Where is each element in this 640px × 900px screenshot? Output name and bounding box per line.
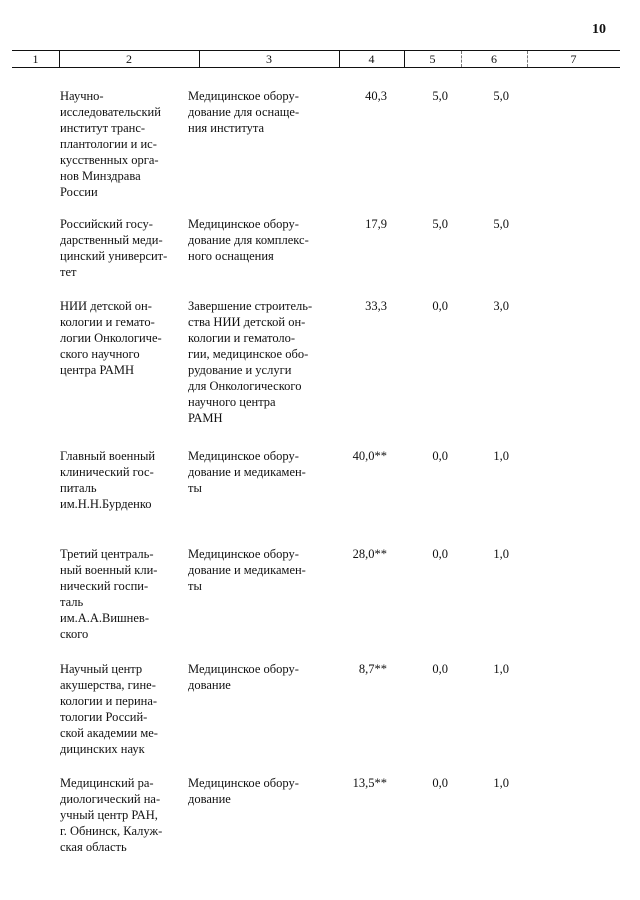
header-col-4: 4 (339, 51, 405, 67)
description (188, 216, 338, 264)
value-col-5: 0,0 (432, 662, 448, 676)
org-line: нический госпи- (60, 579, 149, 593)
org-line: тет (60, 265, 77, 279)
desc-line: ты (188, 579, 202, 593)
value-col-4: 33,3 (365, 299, 387, 313)
organization-name (60, 546, 178, 642)
table-header (12, 50, 620, 68)
value-col-6: 1,0 (493, 662, 509, 676)
org-line: дарственный меди- (60, 233, 163, 247)
org-line: им.А.А.Вишнев- (60, 611, 149, 625)
org-line: кологии и перина- (60, 694, 158, 708)
desc-line: Медицинское обору- (188, 662, 299, 676)
value-col-5: 0,0 (432, 776, 448, 790)
value-col-5: 0,0 (432, 449, 448, 463)
organization-name (60, 298, 178, 378)
desc-line: Медицинское обору- (188, 547, 299, 561)
org-line: ская область (60, 840, 127, 854)
org-line: ского (60, 627, 89, 641)
header-col-6: 6 (461, 51, 528, 67)
desc-line: рудование и услуги (188, 363, 292, 377)
org-line: ный военный кли- (60, 563, 158, 577)
desc-line: гии, медицинское обо- (188, 347, 309, 361)
value-col-5: 5,0 (432, 217, 448, 231)
org-line: г. Обнинск, Калуж- (60, 824, 163, 838)
org-line: центра РАМН (60, 363, 134, 377)
desc-line: дование и медикамен- (188, 563, 306, 577)
org-line: ского научного (60, 347, 140, 361)
desc-line: дование (188, 678, 231, 692)
org-line: исследовательский (60, 105, 161, 119)
org-line: тологии Россий- (60, 710, 148, 724)
header-col-2: 2 (59, 51, 200, 67)
desc-line: для Онкологического (188, 379, 302, 393)
value-col-6: 5,0 (493, 217, 509, 231)
value-col-4: 40,3 (365, 89, 387, 103)
org-line: диологический на- (60, 792, 161, 806)
desc-line: кологии и гематоло- (188, 331, 296, 345)
desc-line: Медицинское обору- (188, 776, 299, 790)
description (188, 775, 338, 807)
org-line: Научный центр (60, 662, 143, 676)
value-col-4: 17,9 (365, 217, 387, 231)
desc-line: дование для оснаще- (188, 105, 300, 119)
org-line: Главный военный (60, 449, 156, 463)
org-line: Медицинский ра- (60, 776, 154, 790)
value-col-4: 13,5** (352, 776, 387, 790)
header-col-1: 1 (12, 51, 60, 67)
organization-name (60, 661, 178, 757)
organization-name (60, 88, 178, 200)
org-line: Третий централь- (60, 547, 154, 561)
org-line: кусственных орга- (60, 153, 159, 167)
value-col-6: 1,0 (493, 547, 509, 561)
org-line: НИИ детской он- (60, 299, 152, 313)
desc-line: ния института (188, 121, 265, 135)
desc-line: Медицинское обору- (188, 449, 299, 463)
page-number: 10 (592, 22, 606, 37)
org-line: России (60, 185, 98, 199)
description (188, 448, 338, 496)
org-line: таль (60, 595, 84, 609)
desc-line: ного оснащения (188, 249, 274, 263)
org-line: цинский университ- (60, 249, 168, 263)
header-col-3: 3 (199, 51, 340, 67)
org-line: им.Н.Н.Бурденко (60, 497, 152, 511)
org-line: акушерства, гине- (60, 678, 156, 692)
value-col-4: 40,0** (352, 449, 387, 463)
desc-line: дование для комплекс- (188, 233, 309, 247)
desc-line: РАМН (188, 411, 223, 425)
desc-line: Медицинское обору- (188, 217, 299, 231)
description (188, 298, 338, 426)
org-line: Российский госу- (60, 217, 153, 231)
desc-line: ты (188, 481, 202, 495)
organization-name (60, 775, 178, 855)
value-col-6: 5,0 (493, 89, 509, 103)
organization-name (60, 448, 178, 512)
value-col-6: 1,0 (493, 776, 509, 790)
org-line: логии Онкологиче- (60, 331, 162, 345)
value-col-5: 0,0 (432, 299, 448, 313)
description (188, 88, 338, 136)
desc-line: Медицинское обору- (188, 89, 299, 103)
value-col-4: 8,7** (358, 662, 387, 676)
org-line: Научно- (60, 89, 104, 103)
desc-line: дование и медикамен- (188, 465, 306, 479)
value-col-5: 0,0 (432, 547, 448, 561)
description (188, 546, 338, 594)
value-col-6: 1,0 (493, 449, 509, 463)
value-col-5: 5,0 (432, 89, 448, 103)
org-line: плантологии и ис- (60, 137, 157, 151)
org-line: кологии и гемато- (60, 315, 155, 329)
org-line: дицинских наук (60, 742, 145, 756)
description (188, 661, 338, 693)
org-line: ской академии ме- (60, 726, 158, 740)
org-line: клинический гос- (60, 465, 154, 479)
desc-line: дование (188, 792, 231, 806)
desc-line: научного центра (188, 395, 276, 409)
header-col-5: 5 (404, 51, 462, 67)
org-line: питаль (60, 481, 97, 495)
header-col-7: 7 (570, 52, 577, 66)
desc-line: Завершение строитель- (188, 299, 313, 313)
value-col-4: 28,0** (352, 547, 387, 561)
value-col-6: 3,0 (493, 299, 509, 313)
organization-name (60, 216, 178, 280)
org-line: учный центр РАН, (60, 808, 158, 822)
org-line: институт транс- (60, 121, 146, 135)
org-line: нов Минздрава (60, 169, 141, 183)
desc-line: ства НИИ детской он- (188, 315, 306, 329)
